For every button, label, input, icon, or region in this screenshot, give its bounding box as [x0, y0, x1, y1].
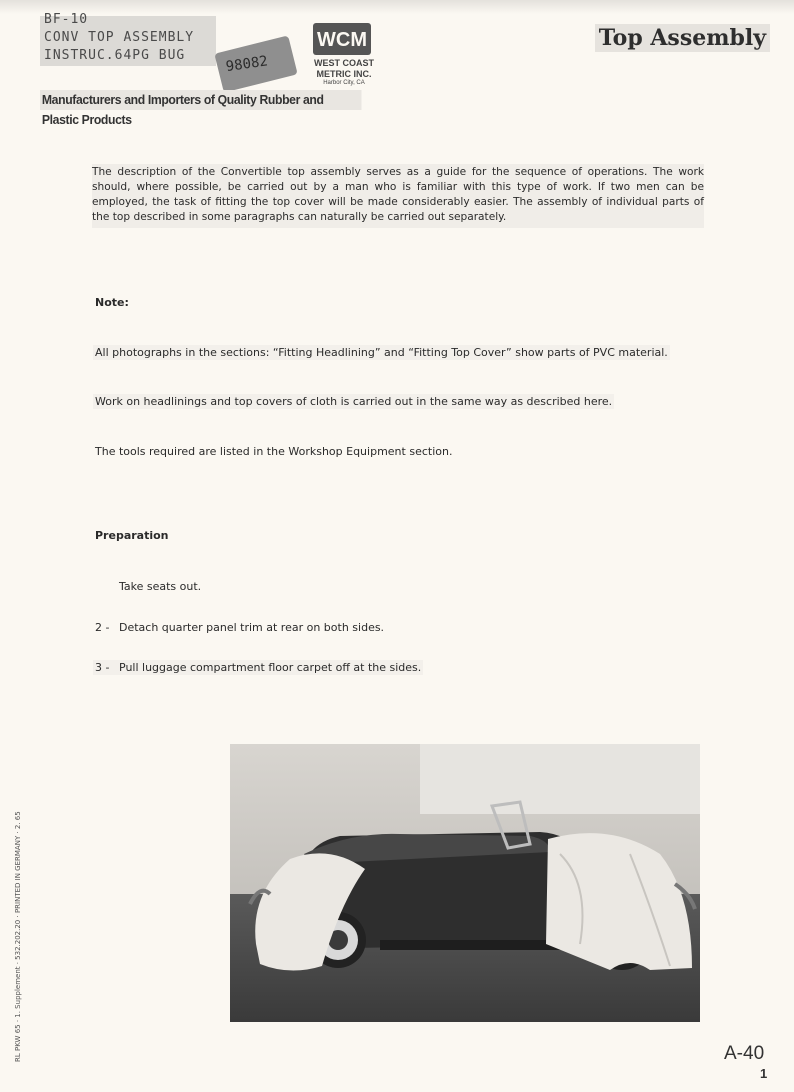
note-line-2: Work on headlinings and top covers of cloth is carried out in the same way as described here. — [95, 395, 613, 408]
note-heading: Note: — [95, 296, 129, 309]
step-text: Pull luggage compartment floor carpet off at the sides. — [119, 661, 422, 674]
logo-line-1: WEST COAST — [314, 58, 374, 68]
price-sticker — [214, 35, 297, 92]
label-line-3: INSTRUC.64PG BUG — [44, 48, 186, 63]
convertible-car-photo — [230, 744, 700, 1022]
company-logo — [308, 22, 378, 92]
label-line-1: BF-10 — [44, 12, 89, 27]
logo-line-3: Harbor City, CA — [323, 80, 365, 86]
preparation-step — [93, 579, 203, 594]
company-tagline: Manufacturers and Importers of Quality Rubber and Plastic Products — [40, 90, 361, 110]
price-sticker-text: 98082 — [224, 53, 269, 76]
note-line-3: The tools required are listed in the Workshop Equipment section. — [95, 445, 453, 458]
label-line-2: CONV TOP ASSEMBLY — [44, 30, 195, 45]
page-number: A-40 — [724, 1043, 765, 1064]
page-title: Top Assembly — [595, 24, 770, 52]
preparation-step — [93, 620, 386, 635]
step-text: Take seats out. — [119, 580, 202, 593]
preparation-heading: Preparation — [95, 529, 169, 542]
note-line-1: All photographs in the sections: “Fitting Headlining” and “Fitting Top Cover” show parts of PVC material. — [95, 346, 668, 359]
logo-mark-text: WCM — [317, 29, 367, 51]
car-photo-illustration — [230, 744, 700, 1022]
logo-line-2: METRIC INC. — [316, 69, 372, 79]
step-number: 3 - — [95, 661, 110, 674]
preparation-step — [93, 660, 423, 675]
page-top-shading — [0, 0, 794, 14]
step-text: Detach quarter panel trim at rear on both sides. — [119, 621, 385, 634]
print-reference-note: RL PKW 65 · 1. Supplement · 532.202.20 · PRINTED IN GERMANY · 2. 65 — [14, 811, 22, 1062]
intro-paragraph: The description of the Convertible top assembly serves as a guide for the sequence of operations. The work should, where possible, be carried out by a man who is familiar with this type of work. If two men can be employed, the task of fitting the top cover will be made considerably easier. The assembly of individual parts of the top described in some paragraphs can naturally be carried out separately. — [92, 164, 704, 228]
step-number: 2 - — [95, 621, 110, 634]
wcm-logo-icon — [312, 22, 372, 56]
page-sub-number: 1 — [760, 1066, 768, 1081]
